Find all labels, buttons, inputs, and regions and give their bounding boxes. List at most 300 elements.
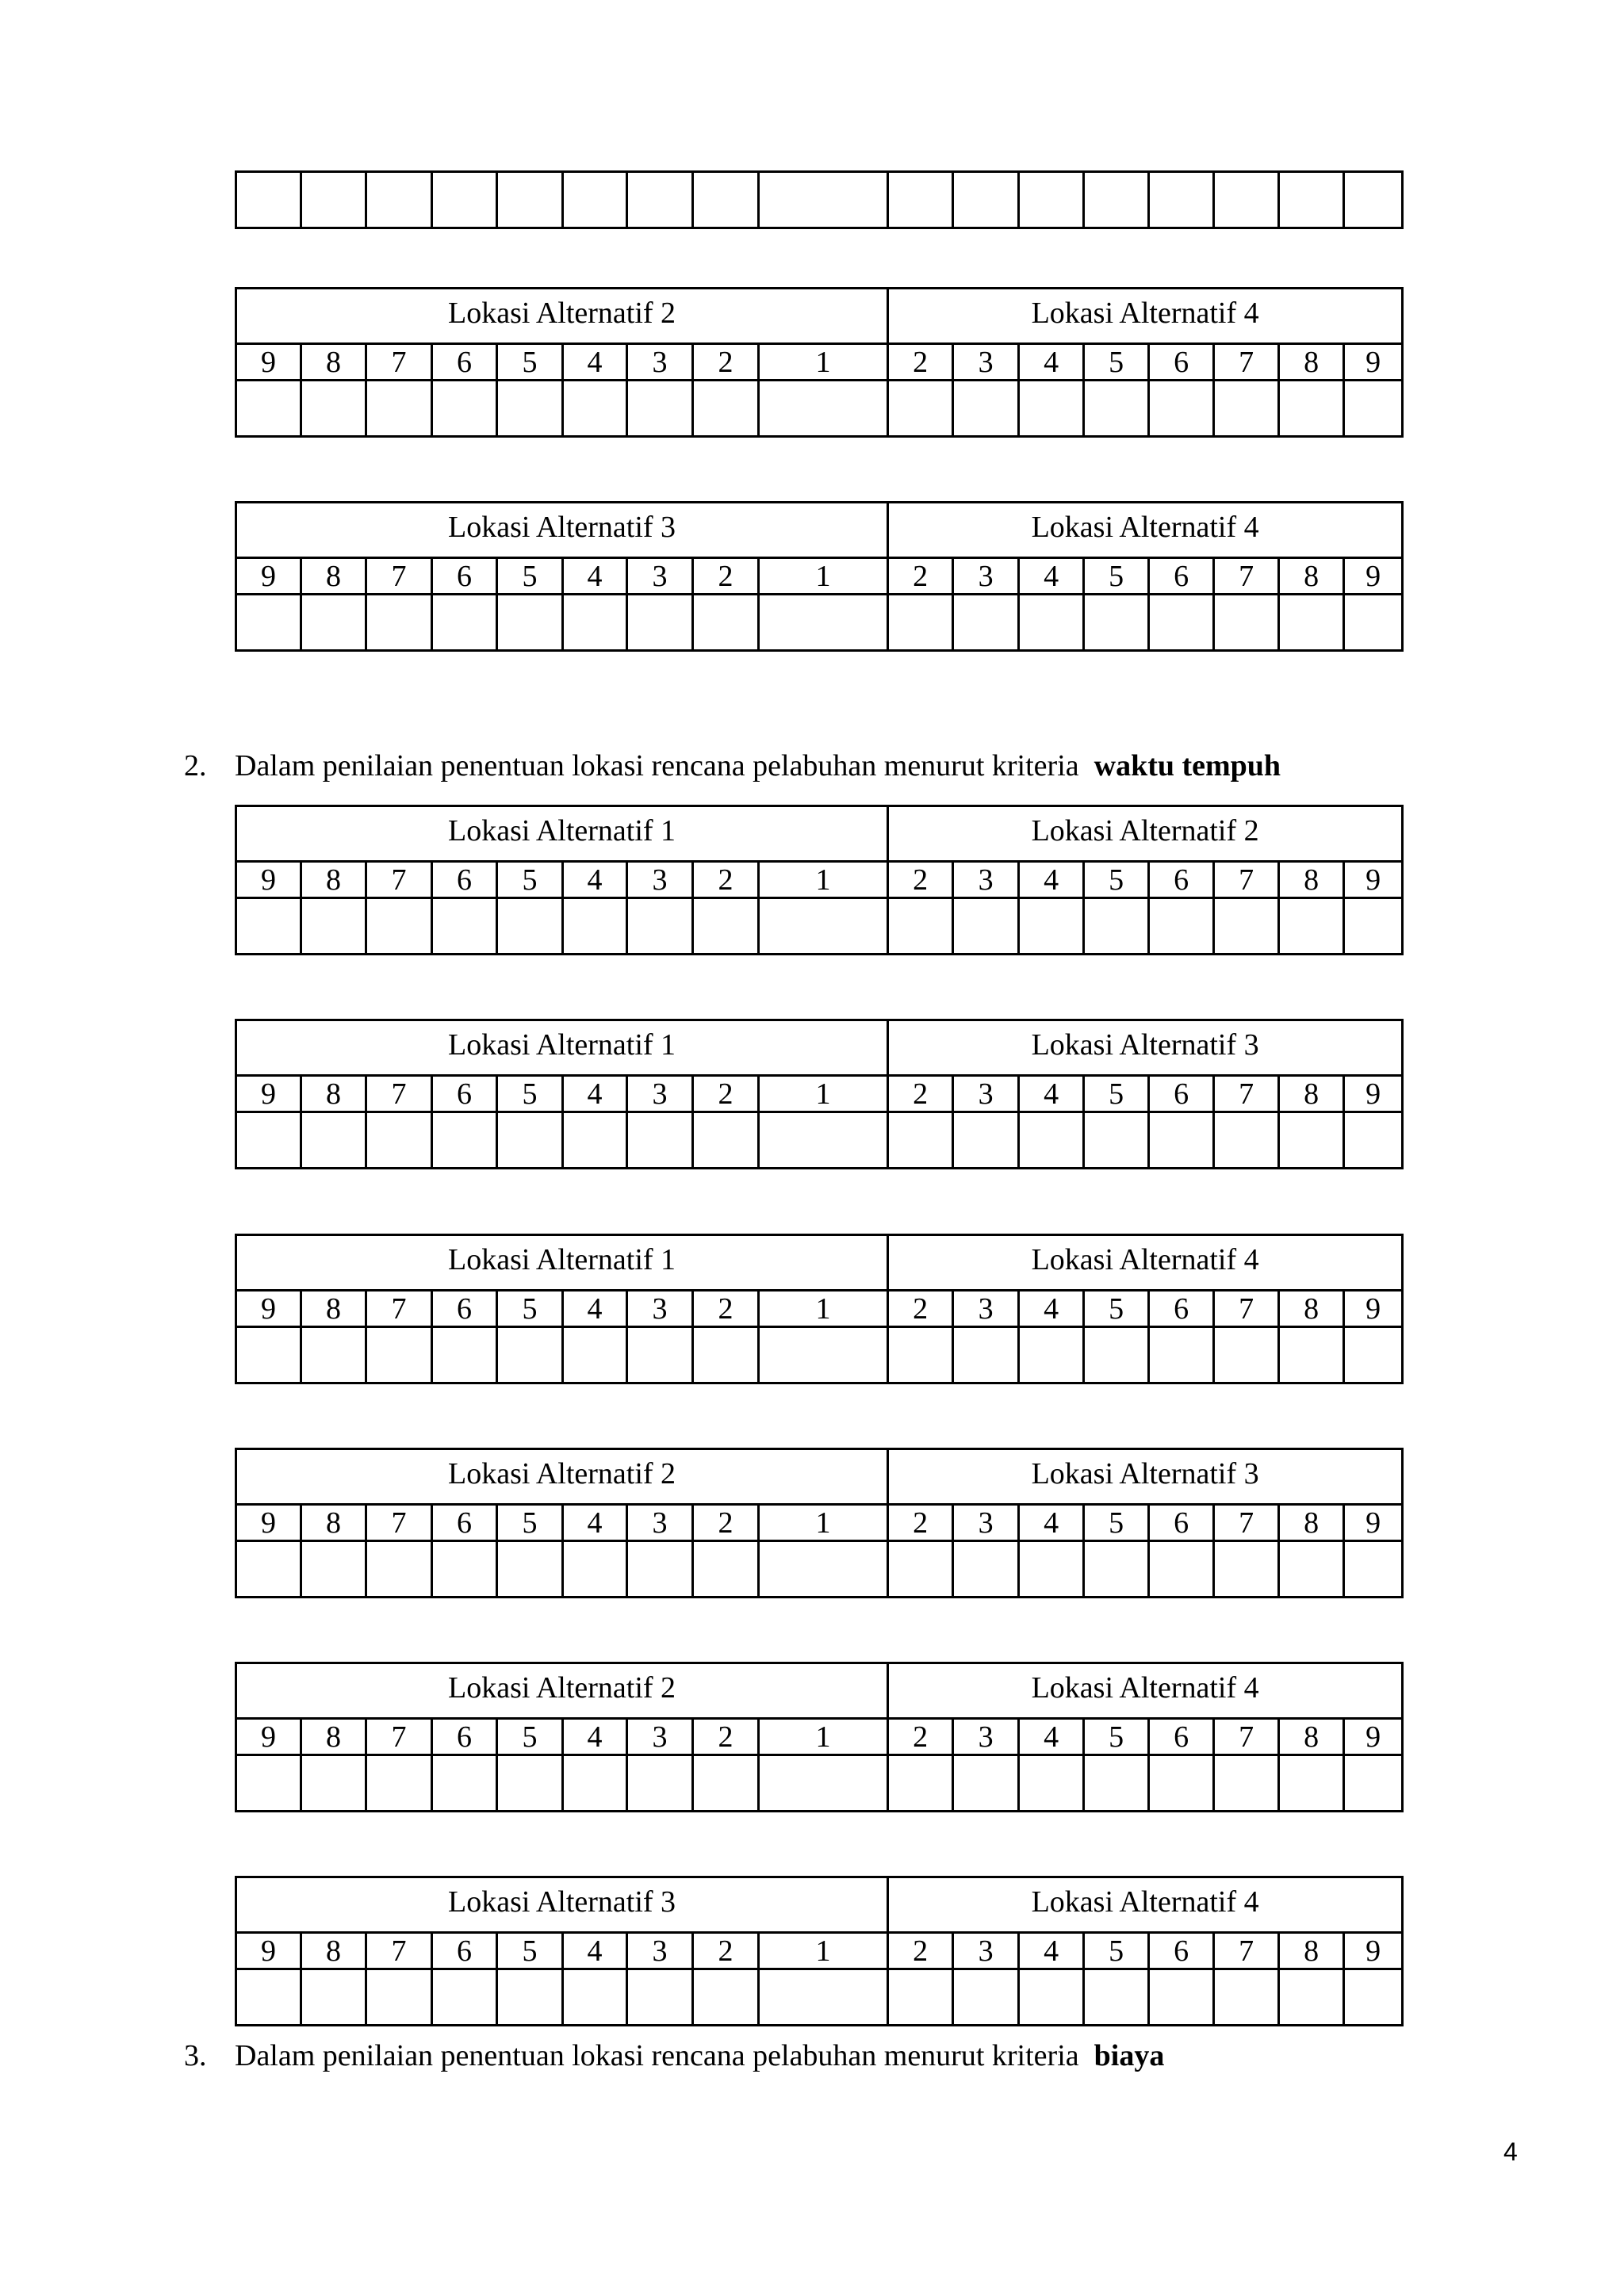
scale-number: 4 [1019,344,1084,381]
rating-box[interactable] [236,595,301,651]
rating-box[interactable] [693,1541,759,1598]
rating-box[interactable] [236,1755,301,1812]
scale-number: 3 [627,862,693,898]
rating-box[interactable] [1019,381,1084,437]
rating-box[interactable] [1084,1541,1149,1598]
scale-number: 8 [301,1505,366,1541]
rating-box[interactable] [888,1755,953,1812]
scale-number: 6 [432,1719,497,1755]
scale-number: 4 [1019,1076,1084,1112]
right-alternative-label [888,1235,1403,1291]
rating-box[interactable] [1279,1969,1344,2026]
scale-number: 2 [888,1076,953,1112]
scale-number: 8 [301,344,366,381]
rating-box[interactable] [563,898,627,955]
scale-number: 4 [1019,558,1084,595]
rating-box[interactable] [1344,381,1403,437]
scale-number: 1 [759,1505,888,1541]
rating-box[interactable] [759,381,888,437]
rating-box[interactable] [888,172,953,228]
rating-box[interactable] [953,172,1019,228]
scale-number: 7 [366,1076,432,1112]
rating-box[interactable] [627,1755,693,1812]
scale-number: 3 [953,1933,1019,1969]
rating-box[interactable] [1279,381,1344,437]
rating-box[interactable] [1084,1969,1149,2026]
rating-box[interactable] [432,1327,497,1383]
scale-number: 3 [953,862,1019,898]
rating-box[interactable] [497,898,563,955]
rating-box[interactable] [693,1755,759,1812]
rating-box[interactable] [366,381,432,437]
scale-number: 9 [236,344,301,381]
rating-box[interactable] [1279,1755,1344,1812]
scale-number: 9 [1344,1933,1403,1969]
rating-box[interactable] [497,595,563,651]
section-2-text: Dalam penilaian penentuan lokasi rencana pelabuhan menurut kriteria [235,749,1079,783]
scale-number: 9 [236,1933,301,1969]
rating-box[interactable] [301,1327,366,1383]
rating-box[interactable] [432,1969,497,2026]
rating-box[interactable] [301,1969,366,2026]
scale-number: 3 [627,558,693,595]
rating-box[interactable] [1344,172,1403,228]
rating-box[interactable] [1214,1969,1279,2026]
rating-box[interactable] [1279,898,1344,955]
rating-box[interactable] [759,898,888,955]
rating-box[interactable] [432,172,497,228]
scale-number: 8 [1279,1719,1344,1755]
scale-number: 4 [563,1291,627,1327]
scale-number: 4 [1019,862,1084,898]
rating-box[interactable] [366,1541,432,1598]
rating-box[interactable] [366,172,432,228]
rating-box[interactable] [1084,595,1149,651]
comparison-table [235,501,1404,652]
scale-number: 7 [1214,1291,1279,1327]
scale-number: 9 [236,1505,301,1541]
rating-box[interactable] [1214,381,1279,437]
rating-box[interactable] [888,595,953,651]
scale-number: 2 [693,344,759,381]
rating-box[interactable] [759,595,888,651]
rating-box[interactable] [693,172,759,228]
rating-box[interactable] [1149,381,1214,437]
comparison-table [235,1448,1404,1598]
rating-box[interactable] [888,1969,953,2026]
rating-box[interactable] [627,595,693,651]
rating-box[interactable] [1279,172,1344,228]
rating-box[interactable] [301,1112,366,1169]
scale-number: 2 [693,862,759,898]
scale-number: 4 [563,862,627,898]
scale-number: 8 [301,558,366,595]
scale-number: 6 [432,1076,497,1112]
rating-box[interactable] [301,172,366,228]
rating-box[interactable] [236,172,301,228]
rating-box[interactable] [1084,172,1149,228]
scale-number: 7 [366,862,432,898]
rating-box[interactable] [563,172,627,228]
scale-number: 9 [1344,1291,1403,1327]
scale-number: 7 [366,558,432,595]
rating-box[interactable] [627,1969,693,2026]
left-alternative-label [236,1020,888,1076]
rating-box[interactable] [1149,1327,1214,1383]
scale-number: 6 [432,1505,497,1541]
rating-box[interactable] [366,1755,432,1812]
scale-number: 6 [432,1291,497,1327]
rating-box[interactable] [1279,1112,1344,1169]
rating-box[interactable] [1019,1112,1084,1169]
scale-number: 5 [1084,862,1149,898]
scale-number: 2 [693,1505,759,1541]
rating-box[interactable] [301,381,366,437]
rating-box[interactable] [759,172,888,228]
rating-box[interactable] [1019,1541,1084,1598]
rating-box[interactable] [1084,1327,1149,1383]
rating-box[interactable] [497,1327,563,1383]
scale-number: 5 [1084,1933,1149,1969]
right-alternative-label [888,806,1403,862]
right-alternative-label [888,1877,1403,1933]
right-alternative-text: Lokasi Alternatif 3 [1031,1456,1259,1490]
rating-box[interactable] [236,1112,301,1169]
scale-number: 3 [627,1933,693,1969]
rating-box[interactable] [1149,172,1214,228]
rating-box[interactable] [366,898,432,955]
rating-box[interactable] [1279,1541,1344,1598]
rating-box[interactable] [627,1112,693,1169]
left-alternative-text: Lokasi Alternatif 3 [448,510,676,544]
scale-number: 7 [366,344,432,381]
rating-box[interactable] [759,1969,888,2026]
rating-box[interactable] [953,1541,1019,1598]
scale-number: 9 [1344,862,1403,898]
right-alternative-text: Lokasi Alternatif 4 [1031,1670,1259,1705]
scale-number: 7 [1214,862,1279,898]
rating-box[interactable] [236,898,301,955]
scale-number: 9 [1344,344,1403,381]
scale-number: 4 [1019,1933,1084,1969]
rating-box[interactable] [563,1112,627,1169]
rating-box[interactable] [759,1327,888,1383]
rating-box[interactable] [693,595,759,651]
scale-number: 3 [953,1291,1019,1327]
scale-number: 4 [1019,1291,1084,1327]
rating-box[interactable] [1344,1541,1403,1598]
scale-number: 9 [1344,558,1403,595]
scale-number: 3 [953,1505,1019,1541]
rating-box[interactable] [627,1541,693,1598]
rating-box[interactable] [1344,1327,1403,1383]
rating-box[interactable] [366,1969,432,2026]
left-alternative-label [236,1877,888,1933]
rating-box[interactable] [1214,1541,1279,1598]
scale-number: 4 [563,1719,627,1755]
scale-number: 3 [627,344,693,381]
scale-number: 6 [432,862,497,898]
right-alternative-text: Lokasi Alternatif 4 [1031,1242,1259,1276]
right-alternative-label [888,1020,1403,1076]
left-alternative-label [236,289,888,344]
rating-box[interactable] [888,381,953,437]
rating-box[interactable] [953,898,1019,955]
right-alternative-text: Lokasi Alternatif 4 [1031,1885,1259,1919]
rating-box[interactable] [759,1112,888,1169]
rating-box[interactable] [366,1327,432,1383]
scale-number: 8 [1279,1291,1344,1327]
rating-box[interactable] [888,1541,953,1598]
comparison-table [235,1019,1404,1169]
top-continuation-scale [235,170,1404,229]
rating-box[interactable] [1214,1327,1279,1383]
scale-number: 7 [366,1505,432,1541]
scale-number: 5 [497,1933,563,1969]
left-alternative-text: Lokasi Alternatif 1 [448,813,676,848]
rating-box[interactable] [432,1541,497,1598]
rating-box[interactable] [1344,898,1403,955]
rating-box[interactable] [497,1969,563,2026]
scale-number: 2 [693,1076,759,1112]
rating-box[interactable] [497,172,563,228]
rating-box[interactable] [627,381,693,437]
rating-box[interactable] [563,1969,627,2026]
rating-box[interactable] [432,898,497,955]
scale-number: 7 [1214,1505,1279,1541]
rating-box[interactable] [953,595,1019,651]
rating-box[interactable] [953,1755,1019,1812]
scale-number: 6 [1149,1719,1214,1755]
rating-box[interactable] [236,1969,301,2026]
rating-box[interactable] [627,172,693,228]
rating-box[interactable] [693,1112,759,1169]
page-number: 4 [1503,2137,1518,2166]
rating-box[interactable] [1344,1755,1403,1812]
scale-number: 5 [497,1076,563,1112]
rating-box[interactable] [1214,1755,1279,1812]
rating-box[interactable] [1279,595,1344,651]
rating-box[interactable] [497,1541,563,1598]
rating-box[interactable] [432,1755,497,1812]
rating-box[interactable] [1214,595,1279,651]
scale-number: 9 [1344,1505,1403,1541]
scale-number: 2 [888,1719,953,1755]
scale-number: 4 [1019,1719,1084,1755]
scale-number: 4 [563,1933,627,1969]
scale-number: 2 [693,1933,759,1969]
rating-box[interactable] [1084,1755,1149,1812]
rating-box[interactable] [301,898,366,955]
rating-box[interactable] [497,1112,563,1169]
rating-box[interactable] [953,381,1019,437]
rating-box[interactable] [301,595,366,651]
comparison-table [235,1662,1404,1812]
left-alternative-text: Lokasi Alternatif 2 [448,296,676,330]
right-alternative-label [888,1449,1403,1505]
rating-box[interactable] [563,1755,627,1812]
scale-number: 6 [432,1933,497,1969]
scale-number: 2 [693,1719,759,1755]
scale-number: 9 [1344,1076,1403,1112]
rating-box[interactable] [1149,1112,1214,1169]
scale-number: 3 [953,344,1019,381]
right-alternative-text: Lokasi Alternatif 3 [1031,1027,1259,1062]
rating-box[interactable] [1214,1112,1279,1169]
section-3-criterion: biaya [1094,2039,1165,2072]
rating-box[interactable] [1019,1755,1084,1812]
rating-box[interactable] [1214,172,1279,228]
scale-number: 1 [759,558,888,595]
scale-number: 5 [1084,1719,1149,1755]
rating-box[interactable] [693,381,759,437]
left-alternative-label [236,1235,888,1291]
rating-box[interactable] [1019,1969,1084,2026]
scale-number: 8 [301,1076,366,1112]
scale-number: 3 [627,1291,693,1327]
section-3-heading [184,2041,1164,2071]
section-2-number: 2. [184,749,207,783]
scale-number: 7 [1214,558,1279,595]
scale-number: 2 [693,558,759,595]
scale-number: 5 [1084,1076,1149,1112]
rating-box[interactable] [953,1969,1019,2026]
scale-number: 5 [497,1505,563,1541]
rating-box[interactable] [563,595,627,651]
rating-box[interactable] [301,1541,366,1598]
scale-number: 6 [1149,558,1214,595]
left-alternative-text: Lokasi Alternatif 1 [448,1242,676,1276]
rating-box[interactable] [1019,898,1084,955]
rating-box[interactable] [1149,1755,1214,1812]
scale-number: 5 [497,1291,563,1327]
rating-box[interactable] [301,1755,366,1812]
rating-box[interactable] [366,1112,432,1169]
rating-box[interactable] [1149,595,1214,651]
rating-box[interactable] [236,1541,301,1598]
scale-number: 4 [563,1505,627,1541]
left-alternative-label [236,503,888,558]
rating-box[interactable] [759,1755,888,1812]
scale-number: 8 [1279,1505,1344,1541]
section-3-text: Dalam penilaian penentuan lokasi rencana pelabuhan menurut kriteria [235,2039,1079,2072]
scale-number: 5 [1084,1291,1149,1327]
scale-number: 4 [563,558,627,595]
scale-number: 6 [1149,1076,1214,1112]
rating-box[interactable] [693,1969,759,2026]
rating-box[interactable] [1344,1112,1403,1169]
scale-number: 6 [1149,1505,1214,1541]
scale-number: 8 [1279,558,1344,595]
rating-box[interactable] [366,595,432,651]
rating-box[interactable] [497,381,563,437]
comparison-table [235,805,1404,955]
section-3-number: 3. [184,2039,207,2072]
scale-number: 4 [563,344,627,381]
scale-number: 8 [1279,344,1344,381]
scale-number: 1 [759,862,888,898]
rating-box[interactable] [693,898,759,955]
scale-number: 9 [236,1291,301,1327]
scale-number: 9 [236,1076,301,1112]
rating-box[interactable] [1019,595,1084,651]
scale-number: 7 [1214,1719,1279,1755]
scale-number: 8 [1279,1076,1344,1112]
rating-box[interactable] [1084,1112,1149,1169]
rating-box[interactable] [888,1112,953,1169]
left-alternative-text: Lokasi Alternatif 1 [448,1027,676,1062]
rating-box[interactable] [497,1755,563,1812]
scale-number: 3 [953,1719,1019,1755]
rating-box[interactable] [759,1541,888,1598]
rating-box[interactable] [236,1327,301,1383]
rating-box[interactable] [1149,1969,1214,2026]
rating-box[interactable] [1019,172,1084,228]
rating-box[interactable] [888,1327,953,1383]
scale-number: 7 [366,1291,432,1327]
rating-box[interactable] [1019,1327,1084,1383]
scale-number: 5 [1084,558,1149,595]
rating-box[interactable] [627,898,693,955]
left-alternative-label [236,806,888,862]
rating-box[interactable] [432,1112,497,1169]
comparison-table [235,1234,1404,1384]
rating-box[interactable] [953,1112,1019,1169]
rating-box[interactable] [563,1327,627,1383]
scale-number: 7 [1214,1933,1279,1969]
rating-box[interactable] [953,1327,1019,1383]
left-alternative-text: Lokasi Alternatif 2 [448,1456,676,1490]
rating-box[interactable] [1084,898,1149,955]
scale-number: 2 [888,558,953,595]
left-alternative-label [236,1663,888,1719]
scale-number: 3 [953,558,1019,595]
rating-box[interactable] [627,1327,693,1383]
rating-box[interactable] [563,381,627,437]
scale-number: 3 [627,1505,693,1541]
scale-number: 8 [301,1933,366,1969]
right-alternative-label [888,289,1403,344]
scale-number: 5 [497,558,563,595]
rating-box[interactable] [1149,898,1214,955]
rating-box[interactable] [693,1327,759,1383]
rating-box[interactable] [432,381,497,437]
rating-box[interactable] [236,381,301,437]
scale-number: 2 [888,862,953,898]
scale-number: 1 [759,1291,888,1327]
rating-box[interactable] [1214,898,1279,955]
scale-number: 7 [1214,1076,1279,1112]
rating-box[interactable] [1084,381,1149,437]
scale-number: 6 [1149,1933,1214,1969]
scale-number: 6 [1149,1291,1214,1327]
scale-number: 9 [236,1719,301,1755]
scale-number: 5 [1084,1505,1149,1541]
scale-number: 2 [888,1291,953,1327]
rating-box[interactable] [432,595,497,651]
scale-number: 2 [693,1291,759,1327]
scale-number: 5 [1084,344,1149,381]
left-alternative-text: Lokasi Alternatif 3 [448,1885,676,1919]
right-alternative-text: Lokasi Alternatif 2 [1031,813,1259,848]
rating-box[interactable] [888,898,953,955]
rating-box[interactable] [563,1541,627,1598]
rating-box[interactable] [1149,1541,1214,1598]
scale-number: 2 [888,344,953,381]
rating-box[interactable] [1344,1969,1403,2026]
rating-box[interactable] [1279,1327,1344,1383]
rating-box[interactable] [1344,595,1403,651]
